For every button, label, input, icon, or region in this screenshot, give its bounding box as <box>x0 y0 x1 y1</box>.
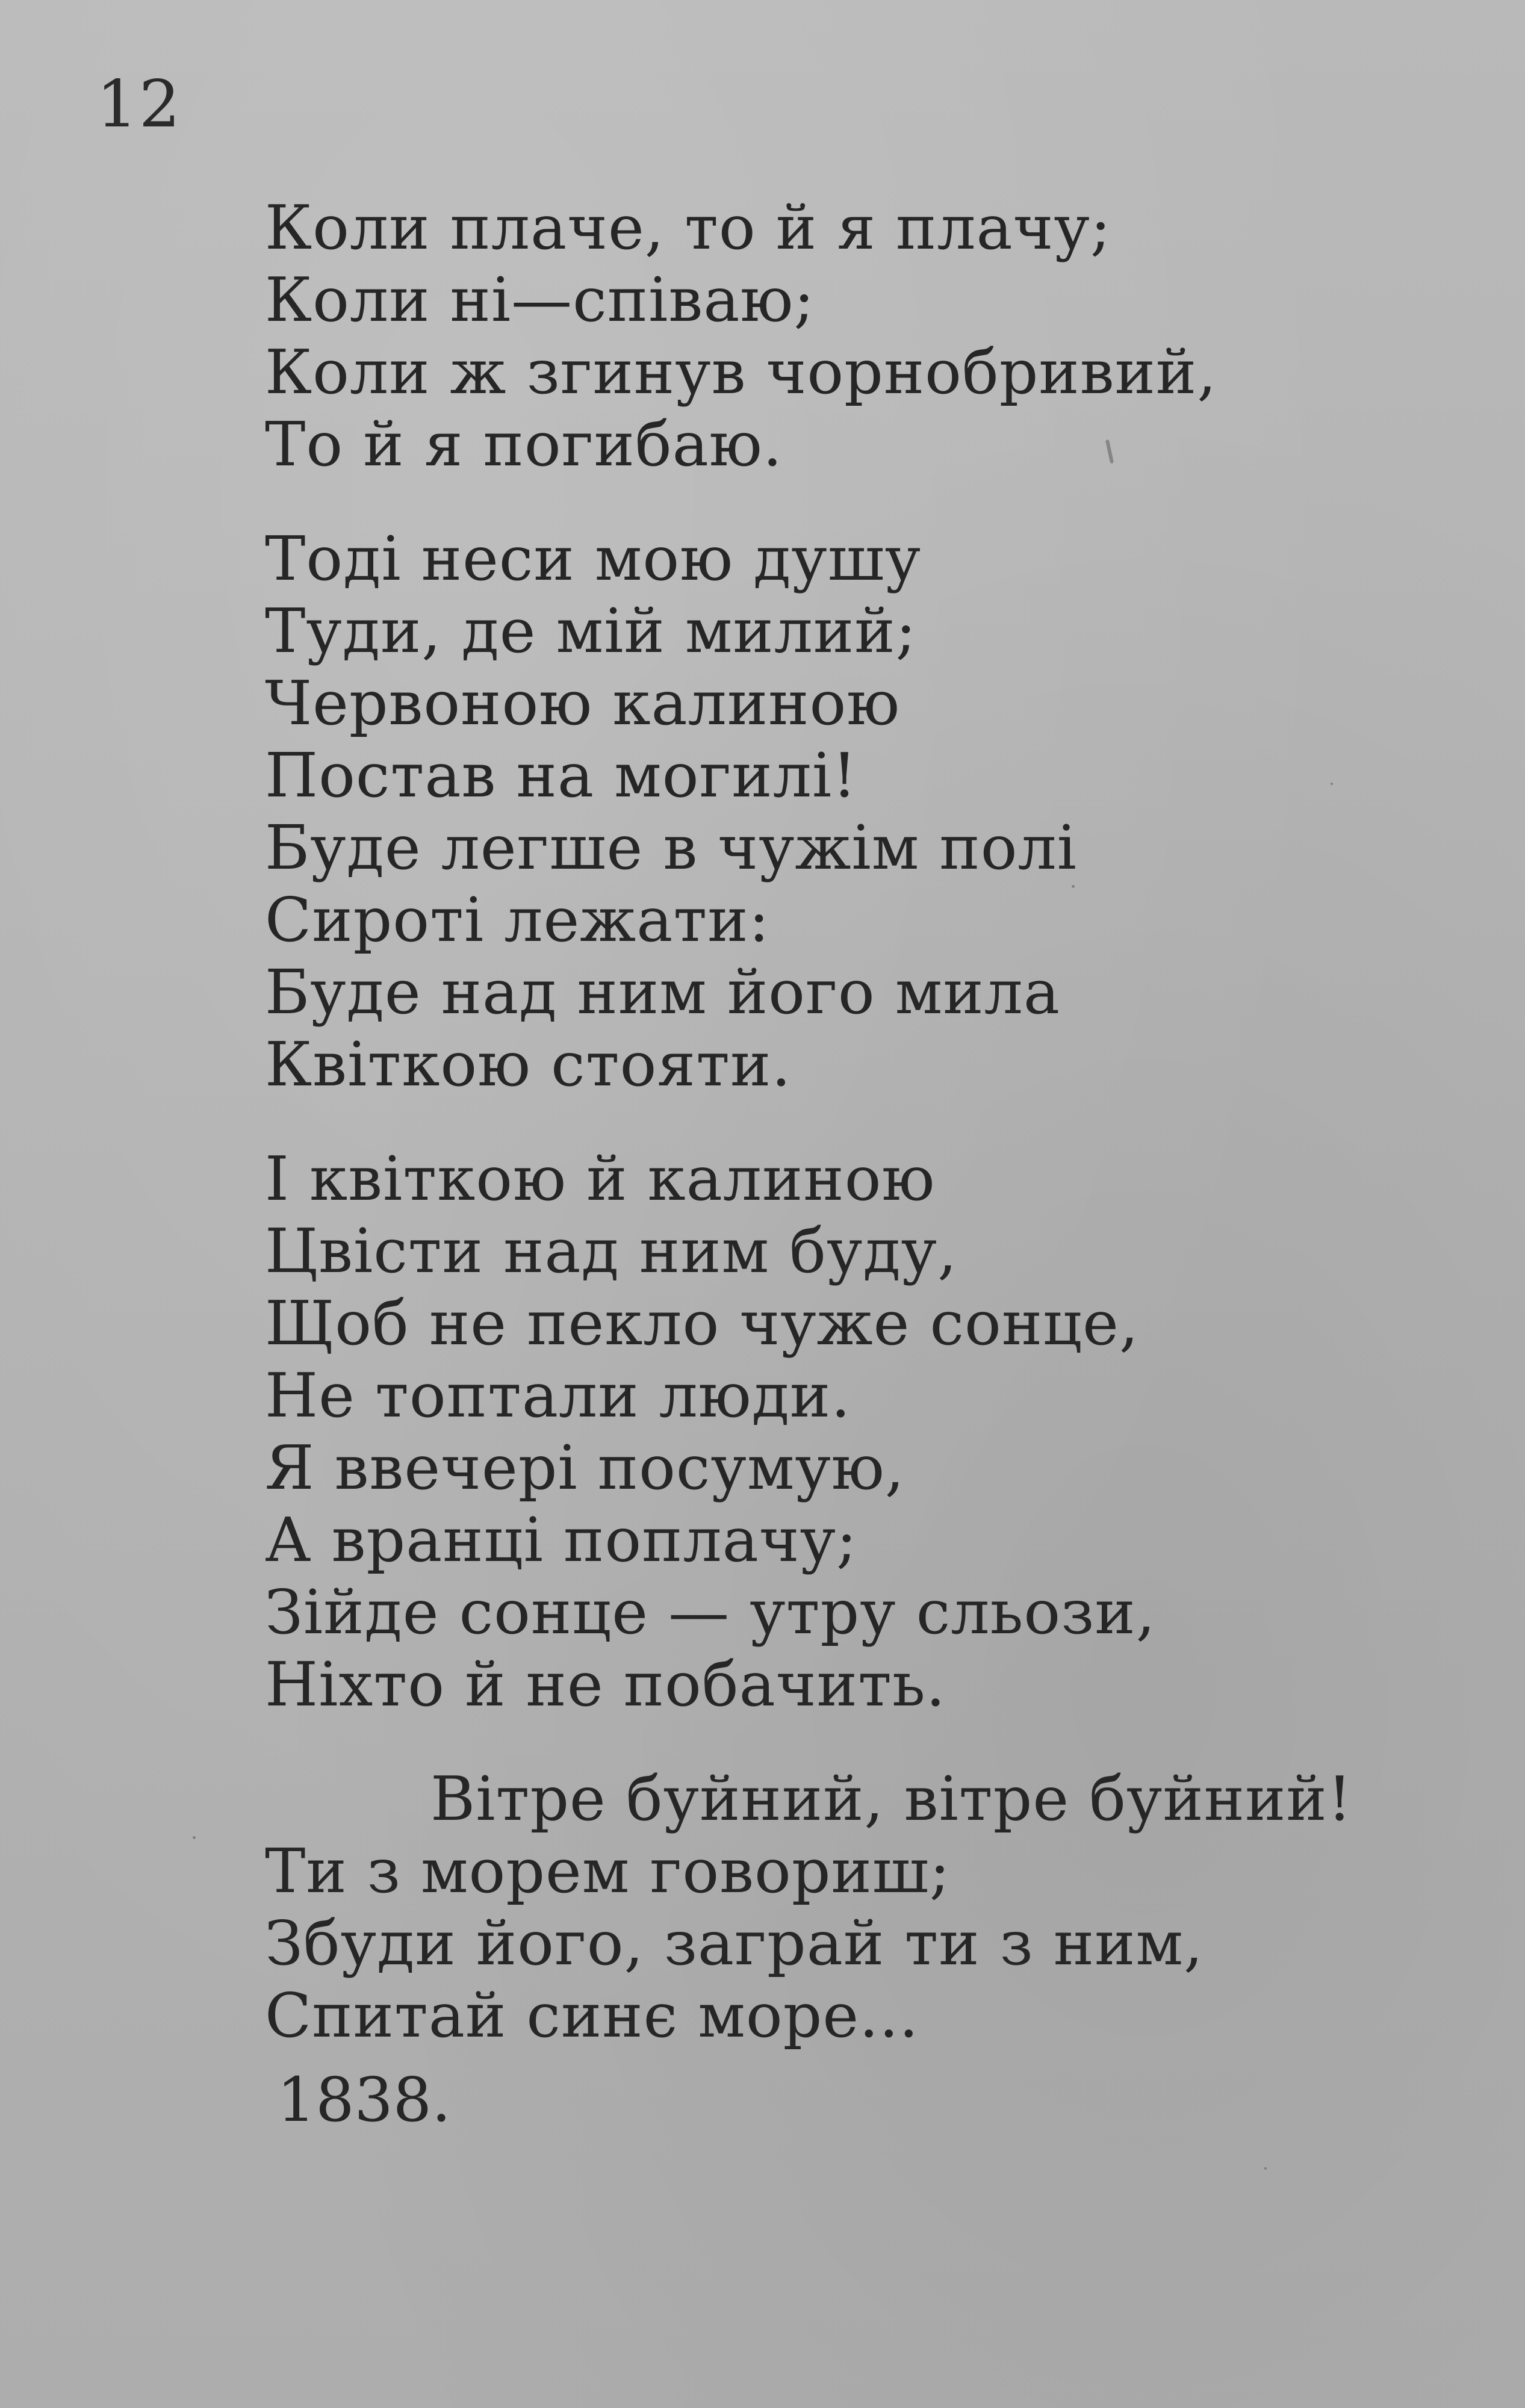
paper-speck <box>602 1385 604 1387</box>
paper-speck <box>1072 885 1075 888</box>
poem-date: 1838. <box>277 2064 452 2135</box>
stanza-4 <box>265 1763 1409 2052</box>
poem-line: А вранці поплачу; <box>265 1504 858 1575</box>
poem-line: Буде над ним його мила <box>265 957 1061 1028</box>
stanza-1 <box>265 191 1409 480</box>
poem-line: Ніхто й не побачить. <box>265 1649 946 1720</box>
poem-line: Щоб не пекло чуже сонце, <box>265 1288 1139 1359</box>
poem-line: Вітре буйний, вітре буйний! <box>430 1763 1353 1834</box>
page-number: 12 <box>96 67 182 142</box>
paper-speck <box>1331 783 1333 785</box>
paper-speck <box>193 1836 196 1839</box>
stanza-2 <box>265 523 1409 1100</box>
poem-line: Ти з морем говориш; <box>265 1835 951 1907</box>
poem-line: Сироті лежати: <box>265 884 770 955</box>
poem-line: То й я погибаю. <box>265 409 783 480</box>
poem <box>265 191 1409 2136</box>
poem-line: І квіткою й калиною <box>265 1143 936 1214</box>
poem-line: Червоною калиною <box>265 668 901 739</box>
poem-line: Тоді неси мою душу <box>265 523 922 594</box>
poem-line: Туди, де мій милий; <box>265 595 917 666</box>
poem-line: Квіткою стояти. <box>265 1029 792 1100</box>
poem-line: Зійде сонце — утру сльози, <box>265 1577 1156 1648</box>
poem-line: Буде легше в чужім полі <box>265 812 1077 883</box>
poem-line: Коли ні—співаю; <box>265 264 815 335</box>
poem-line: Не топтали люди. <box>265 1360 851 1431</box>
stanza-3 <box>265 1143 1409 1721</box>
poem-line: Коли плаче, то й я плачу; <box>265 192 1111 263</box>
poem-line: Я ввечері посумую, <box>265 1432 905 1503</box>
poem-line: Постав на могилі! <box>265 740 857 811</box>
poem-line: Збуди його, заграй ти з ним, <box>265 1908 1204 1979</box>
paper-speck <box>1264 2167 1267 2170</box>
poem-line: Спитай синє море... <box>265 1980 919 2051</box>
poem-line: Цвісти над ним буду, <box>265 1215 958 1286</box>
poem-line: Коли ж згинув чорнобривий, <box>265 337 1217 408</box>
